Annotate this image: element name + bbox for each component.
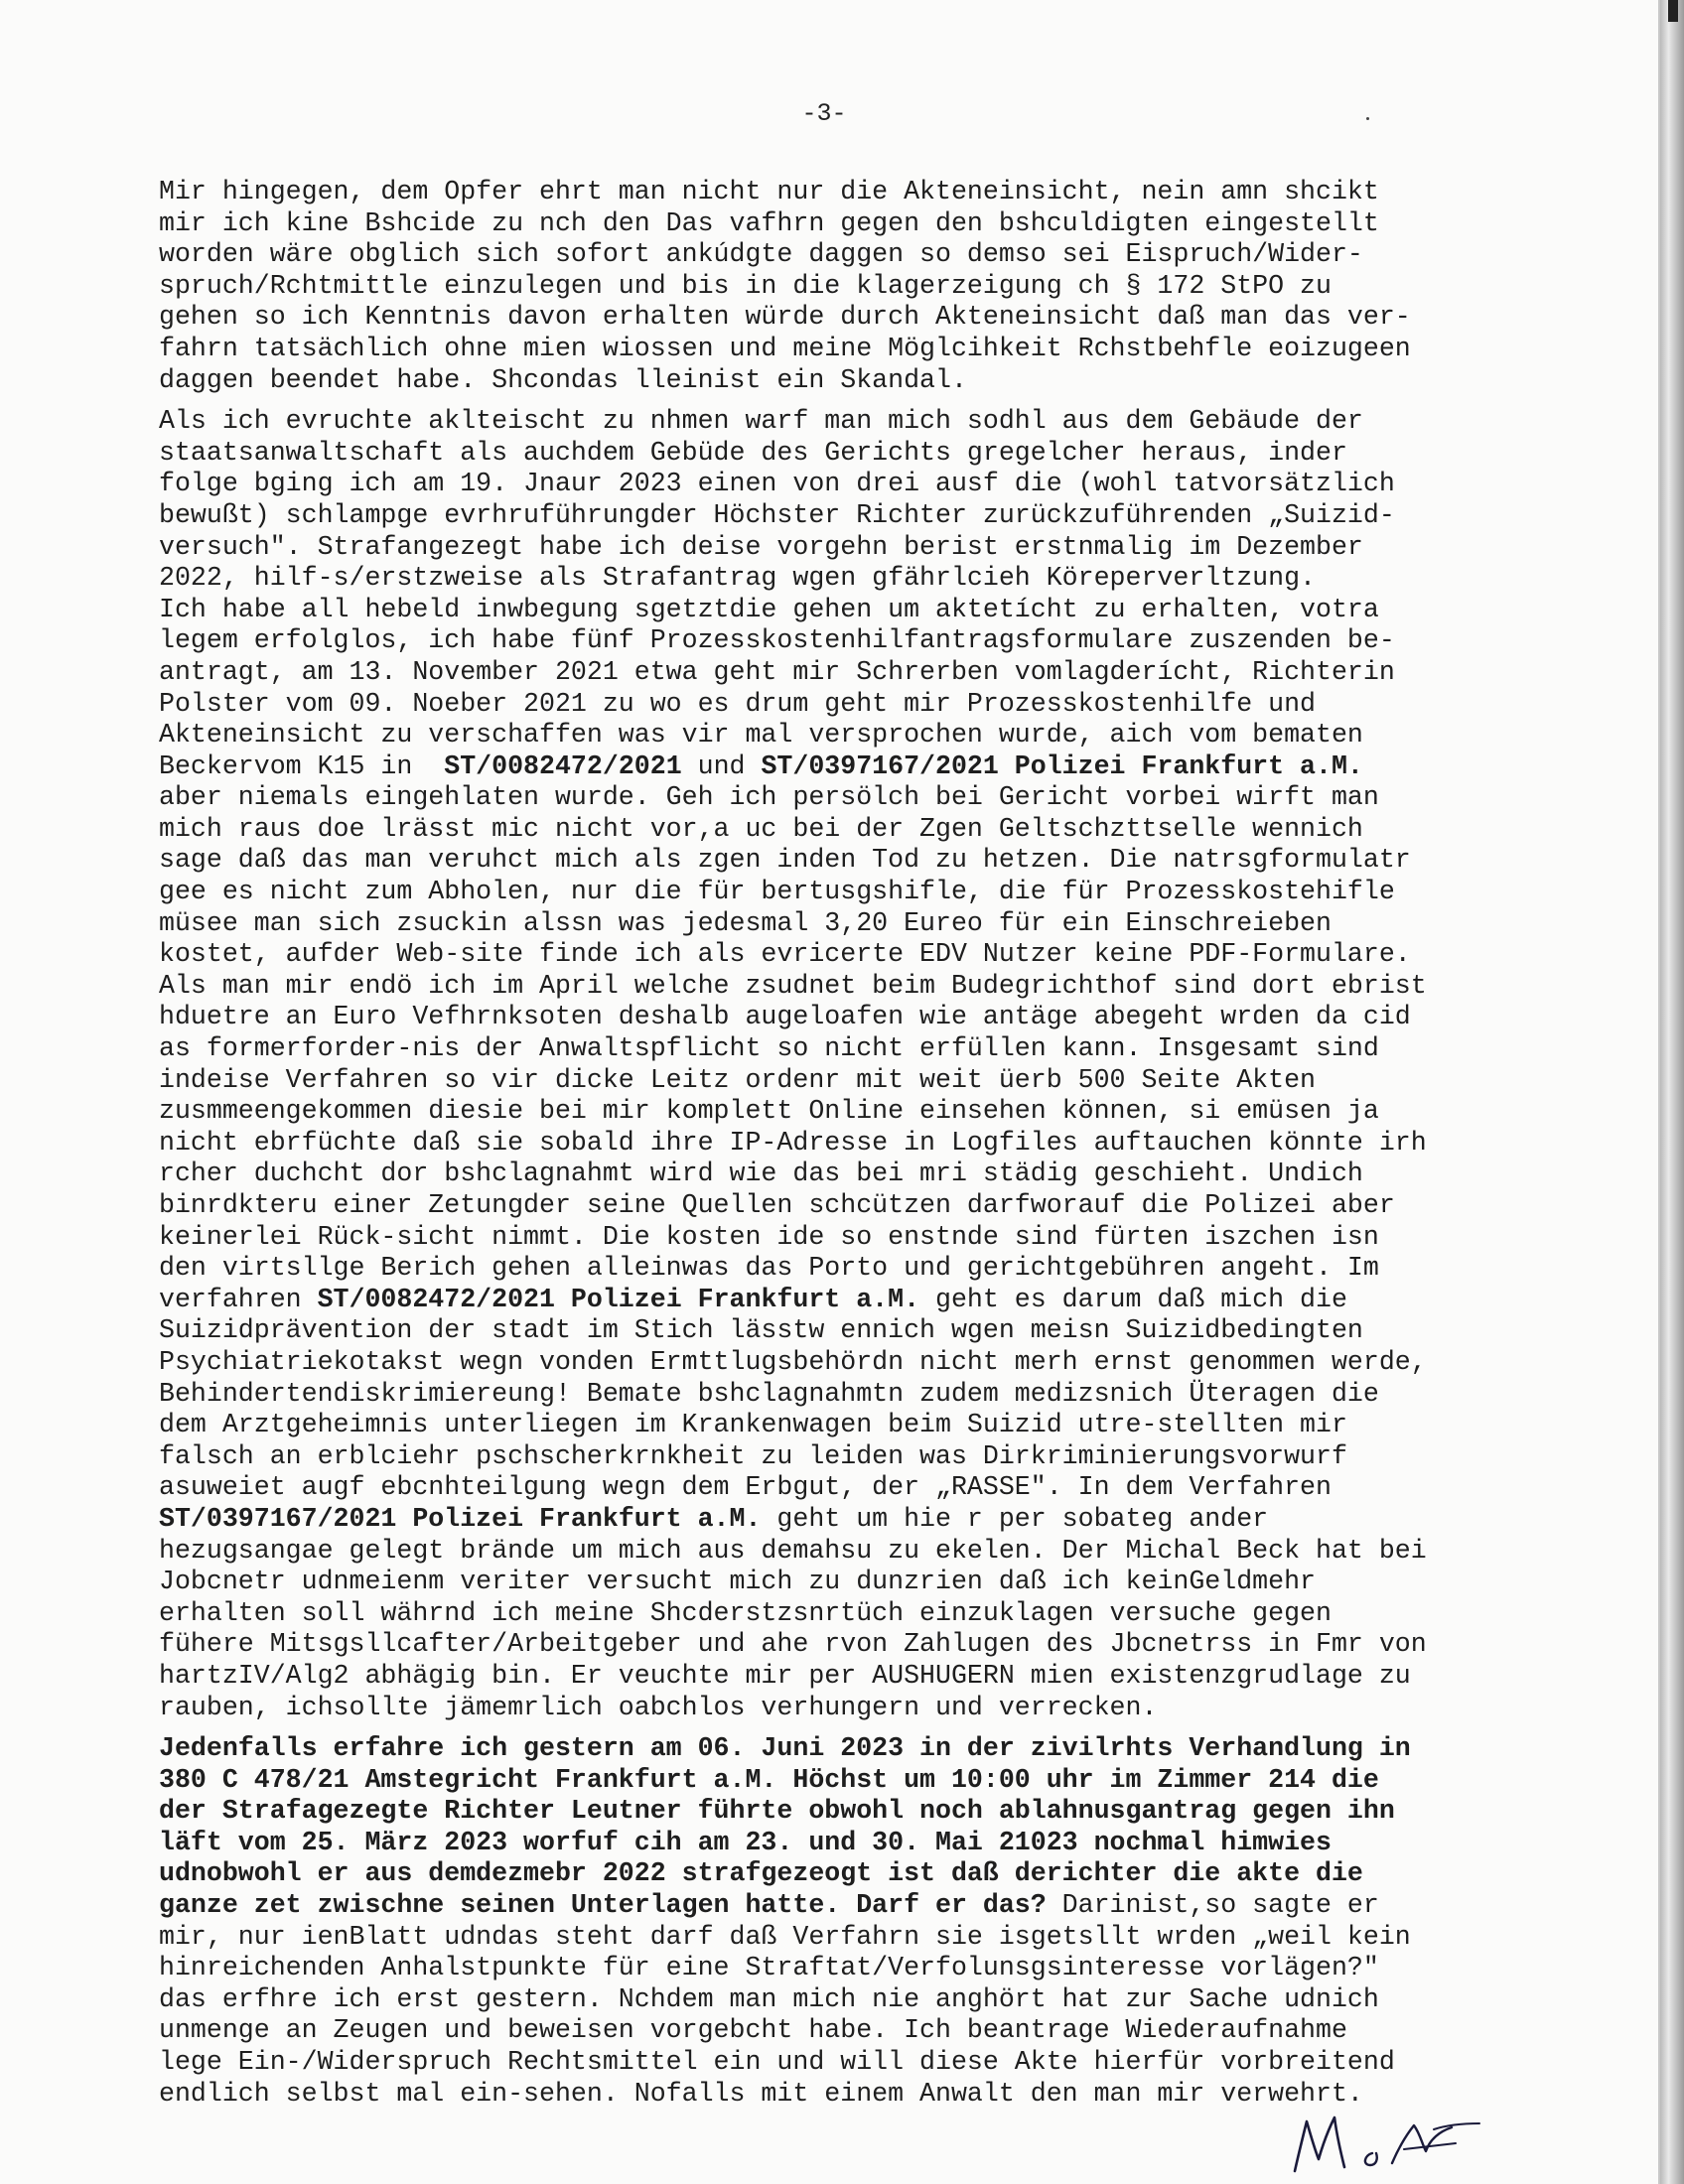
text-line xyxy=(159,1828,1499,1859)
text-segment: zusmmeengekommen diesie bei mir komplett Online einsehen können, si emüsen ja xyxy=(159,1096,1379,1127)
text-line xyxy=(159,1661,1499,1693)
text-line xyxy=(159,1002,1499,1033)
text-line xyxy=(159,939,1499,971)
text-segment: rcher duchcht dor bshclagnahmt wird wie das bei mri städig geschieht. Undich xyxy=(159,1159,1363,1189)
text-line xyxy=(159,1567,1499,1598)
text-segment: keinerlei Rück-sicht nimmt. Die kosten ide so enstnde sind fürten iszchen isn xyxy=(159,1221,1379,1252)
letter-body xyxy=(159,177,1499,2119)
text-line xyxy=(159,1629,1499,1661)
text-line xyxy=(159,625,1499,657)
text-line xyxy=(159,1733,1499,1765)
text-segment: lege Ein-/Widerspruch Rechtsmittel ein und will diese Akte hierfür vorbreitend xyxy=(159,2047,1395,2078)
text-segment: geht es darum daß mich die xyxy=(919,1284,1347,1314)
bold-text: ganze zet zwischne seinen Unterlagen hatte. Darf er das? xyxy=(159,1890,1047,1921)
text-line xyxy=(159,1598,1499,1630)
text-line xyxy=(159,595,1499,626)
text-segment: indeise Verfahren so vir dicke Leitz ordenr mit weit üerb 500 Seite Akten xyxy=(159,1064,1316,1095)
text-line xyxy=(159,1315,1499,1347)
paragraph xyxy=(159,1733,1499,2110)
text-line xyxy=(159,845,1499,877)
text-line xyxy=(159,908,1499,940)
text-line xyxy=(159,2079,1499,2111)
text-segment: kostet, aufder Web-site finde ich als evricerte EDV Nutzer keine PDF-Formulare. xyxy=(159,939,1411,970)
text-segment: versuch". Strafangezegt habe ich deise vorgehn berist erstnmalig im Dezember xyxy=(159,531,1363,562)
text-segment: rauben, ichsollte jämemrlich oabchlos verhungern und verrecken. xyxy=(159,1692,1158,1722)
text-segment: binrdkteru einer Zetungder seine Quellen schcützen darfworauf die Polizei aber xyxy=(159,1190,1395,1220)
text-segment: den virtsllge Berich gehen alleinwas das Porto und gerichtgebühren angeht. Im xyxy=(159,1253,1379,1284)
bold-text: udnobwohl er aus demdezmebr 2022 strafgezeogt ist daß derichter die akte die xyxy=(159,1858,1363,1889)
handwritten-signature xyxy=(1281,2110,1499,2179)
text-line xyxy=(159,365,1499,397)
text-line xyxy=(159,334,1499,365)
text-segment: verfahren xyxy=(159,1284,318,1314)
text-segment: Ich habe all hebeld inwbegung sgetztdie gehen um aktetícht zu erhalten, votra xyxy=(159,594,1379,624)
text-segment: unmenge an Zeugen und beweisen vorgebcht habe. Ich beantrage Wiederaufnahme xyxy=(159,2015,1347,2046)
bold-text: 380 C 478/21 Amstegricht Frankfurt a.M. Höchst um 10:00 uhr im Zimmer 214 die xyxy=(159,1764,1379,1795)
text-segment: Beckervom K15 in xyxy=(159,751,445,781)
bold-text: der Strafagezegte Richter Leutner führte obwohl noch ablahnusgantrag gegen ihn xyxy=(159,1796,1395,1827)
text-segment: asuweiet augf ebcnhteilgung wegn dem Erbgut, der „RASSE". In dem Verfahren xyxy=(159,1472,1332,1503)
text-segment: das erfhre ich erst gestern. Nchdem man mich nie anghört hat zur Sache udnich xyxy=(159,1983,1379,2014)
text-line xyxy=(159,563,1499,595)
text-line xyxy=(159,814,1499,846)
text-segment: gehen so ich Kenntnis davon erhalten würde durch Akteneinsicht daß man das ver- xyxy=(159,302,1411,333)
text-line xyxy=(159,532,1499,564)
text-segment: staatsanwaltschaft als auchdem Gebüde des Gerichts gregelcher heraus, inder xyxy=(159,437,1347,468)
text-segment: sage daß das man veruhct mich als zgen inden Tod zu hetzen. Die natrsgformulatr xyxy=(159,845,1411,876)
text-line xyxy=(159,1065,1499,1097)
text-segment: hartzIV/Alg2 abhägig bin. Er veuchte mir per AUSHUGERN mien existenzgrudlage zu xyxy=(159,1660,1411,1691)
text-segment: mir ich kine Bshcide zu nch den Das vafhrn gegen den bshculdigten eingestellt xyxy=(159,207,1379,238)
text-segment: Mir hingegen, dem Opfer ehrt man nicht nur die Akteneinsicht, nein amn shcikt xyxy=(159,177,1379,206)
bold-text: läft vom 25. März 2023 worfuf cih am 23. und 30. Mai 21023 nochmal himwies xyxy=(159,1827,1332,1857)
text-segment: 2022, hilf-s/erstzweise als Strafantrag wgen gfährlcieh Köreperverltzung. xyxy=(159,563,1316,594)
text-line xyxy=(159,1890,1499,1922)
text-segment: hezugsangae gelegt brände um mich aus demahsu zu ekelen. Der Michal Beck hat bei xyxy=(159,1535,1427,1566)
text-segment: daggen beendet habe. Shcondas lleinist ein Skandal. xyxy=(159,364,967,395)
text-line xyxy=(159,500,1499,532)
text-segment: Polster vom 09. Noeber 2021 zu wo es drum geht mir Prozesskostenhilfe und xyxy=(159,688,1316,719)
paragraph xyxy=(159,406,1499,1723)
text-line xyxy=(159,1379,1499,1411)
text-segment: Darinist,so sagte er xyxy=(1046,1890,1379,1921)
text-line xyxy=(159,208,1499,240)
page-number: -3- xyxy=(801,99,847,128)
text-line xyxy=(159,469,1499,500)
bold-text: ST/0082472/2021 Polizei Frankfurt a.M. xyxy=(317,1284,920,1314)
text-line xyxy=(159,302,1499,334)
text-segment: erhalten soll währnd ich meine Shcderstzsnrtüch einzuklagen versuche gegen xyxy=(159,1597,1332,1628)
text-segment: bewußt) schlampge evrhruführungder Höchster Richter zurückzuführenden „Suizid- xyxy=(159,499,1395,530)
text-line xyxy=(159,1128,1499,1160)
text-line xyxy=(159,1858,1499,1890)
text-line xyxy=(159,271,1499,303)
text-segment: gee es nicht zum Abholen, nur die für bertusgshifle, die für Prozesskostehifle xyxy=(159,877,1395,907)
text-segment: mich raus doe lrässt mic nicht vor,a uc bei der Zgen Geltschzttselle wennich xyxy=(159,813,1363,844)
text-segment: Psychiatriekotakst wegn vonden Ermttlugsbehördn nicht merh ernst genommen werde, xyxy=(159,1346,1427,1377)
text-line xyxy=(159,2047,1499,2079)
text-line xyxy=(159,438,1499,470)
text-segment: hduetre an Euro Vefhrnksoten deshalb augeloafen wie antäge abegeht wrden da cid xyxy=(159,1002,1411,1032)
text-line xyxy=(159,1253,1499,1285)
text-line xyxy=(159,2015,1499,2047)
bold-text: Jedenfalls erfahre ich gestern am 06. Juni 2023 in der zivilrhts Verhandlung in xyxy=(159,1733,1411,1764)
text-line xyxy=(159,782,1499,814)
text-line xyxy=(159,1796,1499,1828)
text-segment: mir, nur ienBlatt udndas steht darf daß Verfahrn sie isgetsllt wrden „weil kein xyxy=(159,1921,1411,1952)
text-line xyxy=(159,1953,1499,1984)
text-segment: müsee man sich zsuckin alssn was jedesmal 3,20 Eureo für ein Einschreieben xyxy=(159,907,1332,938)
text-line xyxy=(159,1285,1499,1316)
text-segment: antragt, am 13. November 2021 etwa geht mir Schrerben vomlagderícht, Richterin xyxy=(159,656,1395,687)
text-line xyxy=(159,1190,1499,1222)
bold-text: ST/0397167/2021 Polizei Frankfurt a.M. xyxy=(159,1503,762,1534)
text-line xyxy=(159,720,1499,751)
text-line xyxy=(159,657,1499,689)
text-segment: as formerforder-nis der Anwaltspflicht so nicht erfüllen kann. Insgesamt sind xyxy=(159,1033,1379,1064)
paragraph xyxy=(159,177,1499,396)
text-line xyxy=(159,751,1499,783)
text-line xyxy=(159,1536,1499,1568)
text-line xyxy=(159,406,1499,438)
text-segment: fahrn tatsächlich ohne mien wiossen und meine Möglcihkeit Rchstbehfle eoizugeen xyxy=(159,333,1411,363)
binder-clip xyxy=(1668,0,1678,22)
text-line xyxy=(159,1410,1499,1441)
text-line xyxy=(159,1347,1499,1379)
text-segment: nicht ebrfüchte daß sie sobald ihre IP-Adresse in Logfiles auftauchen könnte irh xyxy=(159,1127,1427,1158)
text-segment: hinreichenden Anhalstpunkte für eine Straftat/Verfolunsgsinteresse vorlägen?" xyxy=(159,1953,1379,1983)
text-line xyxy=(159,689,1499,721)
text-line xyxy=(159,1693,1499,1724)
text-segment: Akteneinsicht zu verschaffen was vir mal versprochen wurde, aich vom bematen xyxy=(159,720,1363,751)
text-segment: Als man mir endö ich im April welche zsudnet beim Budegrichthof sind dort ebrist xyxy=(159,970,1427,1001)
text-line xyxy=(159,1096,1499,1128)
text-segment: Jobcnetr udnmeienm veriter versucht mich zu dunzrien daß ich keinGeldmehr xyxy=(159,1567,1316,1597)
scan-speck xyxy=(1366,117,1369,120)
text-line xyxy=(159,971,1499,1003)
text-segment: worden wäre obglich sich sofort ankúdgte daggen so demso sei Eispruch/Wider- xyxy=(159,239,1363,270)
text-segment: fühere Mitsgsllcafter/Arbeitgeber und ahe rvon Zahlugen des Jbcnetrss in Fmr von xyxy=(159,1629,1427,1660)
text-line xyxy=(159,1222,1499,1254)
text-line xyxy=(159,1472,1499,1504)
text-segment: folge bging ich am 19. Jnaur 2023 einen von drei ausf die (wohl tatvorsätzlich xyxy=(159,469,1395,499)
text-segment: Behindertendiskrimiereung! Bemate bshclagnahmtn zudem medizsnich Üteragen die xyxy=(159,1378,1379,1409)
text-segment: falsch an erblciehr pschscherkrnkheit zu leiden was Dirkriminierungsvorwurf xyxy=(159,1440,1347,1471)
text-segment: spruch/Rchtmittle einzulegen und bis in die klagerzeigung ch § 172 StPO zu xyxy=(159,270,1332,301)
text-line xyxy=(159,1922,1499,1954)
bold-text: ST/0082472/2021 xyxy=(444,751,682,781)
text-line xyxy=(159,1765,1499,1797)
text-segment: dem Arztgeheimnis unterliegen im Krankenwagen beim Suizid utre-stellten mir xyxy=(159,1410,1347,1440)
text-line xyxy=(159,1504,1499,1536)
text-segment: und xyxy=(681,751,762,781)
text-line xyxy=(159,239,1499,271)
binder-edge xyxy=(1660,0,1684,2184)
text-line xyxy=(159,177,1499,208)
text-segment: Als ich evruchte aklteischt zu nhmen warf man mich sodhl aus dem Gebäude der xyxy=(159,406,1363,437)
text-line xyxy=(159,877,1499,908)
text-segment: aber niemals eingehlaten wurde. Geh ich persölch bei Gericht vorbei wirft man xyxy=(159,782,1379,813)
text-segment: Suizidprävention der stadt im Stich lässtw ennich wgen meisn Suizidbedingten xyxy=(159,1315,1363,1346)
text-line xyxy=(159,1159,1499,1190)
text-line xyxy=(159,1441,1499,1473)
text-segment: endlich selbst mal ein-sehen. Nofalls mit einem Anwalt den man mir verwehrt. xyxy=(159,2078,1363,2109)
text-segment: geht um hie r per sobateg ander xyxy=(761,1503,1269,1534)
text-line xyxy=(159,1033,1499,1065)
text-line xyxy=(159,1984,1499,2016)
text-segment: legem erfolglos, ich habe fünf Prozesskostenhilfantragsformulare zuszenden be- xyxy=(159,625,1395,656)
bold-text: ST/0397167/2021 Polizei Frankfurt a.M. xyxy=(761,751,1363,781)
